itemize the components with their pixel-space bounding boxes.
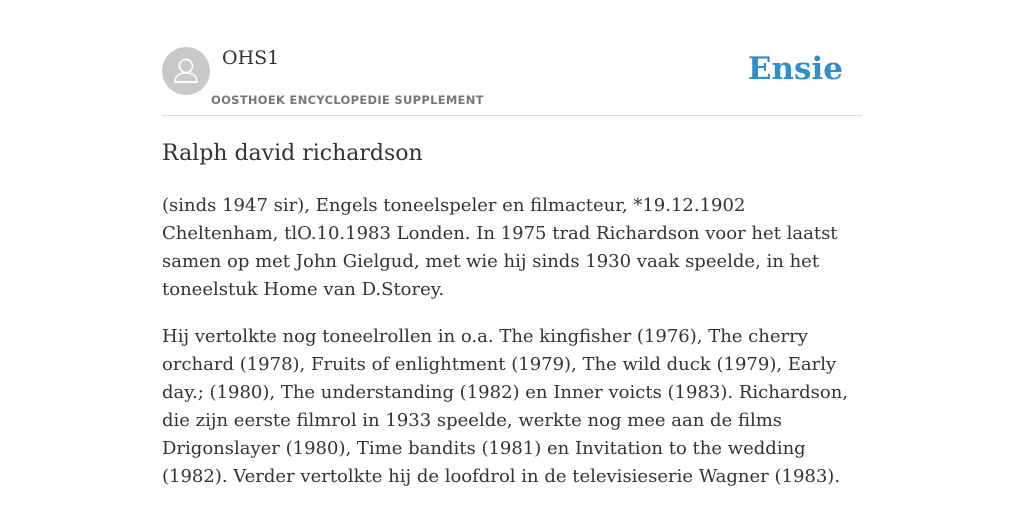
source-code[interactable]: OHS1: [222, 47, 280, 69]
article-paragraph: (sinds 1947 sir), Engels toneelspeler en filmacteur, *19.12.1902 Cheltenham, tlO.10.1983 Londen. In 1975 trad Richardson voor het laatst samen op met John Gielgud, met wie hij sinds 1930 vaak speelde, in het toneelstuk Home van D.Storey.: [162, 195, 838, 300]
person-outline-icon: [162, 47, 210, 95]
header-divider: [162, 115, 862, 116]
user-avatar-icon[interactable]: [162, 47, 210, 95]
article-body: [162, 192, 862, 510]
source-name[interactable]: OOSTHOEK ENCYCLOPEDIE SUPPLEMENT: [211, 93, 484, 107]
article-paragraph: Hij vertolkte nog toneelrollen in o.a. The kingfisher (1976), The cherry orchard (1978), Fruits of enlightment (1979), The wild duck (1979), Early day.; (1980), The understanding (1982) en Inner voicts (1983). Richardson, die zijn eerste filmrol in 1933 speelde, werkte nog mee aan de films Drigonslayer (1980), Time bandits (1981) en Invitation to the wedding (1982). Verder vertolkte hij de loofdrol in de televisieserie Wagner (1983).: [162, 326, 849, 487]
brand-logo[interactable]: Ensie: [747, 51, 843, 87]
article-title: Ralph david richardson: [162, 141, 423, 166]
